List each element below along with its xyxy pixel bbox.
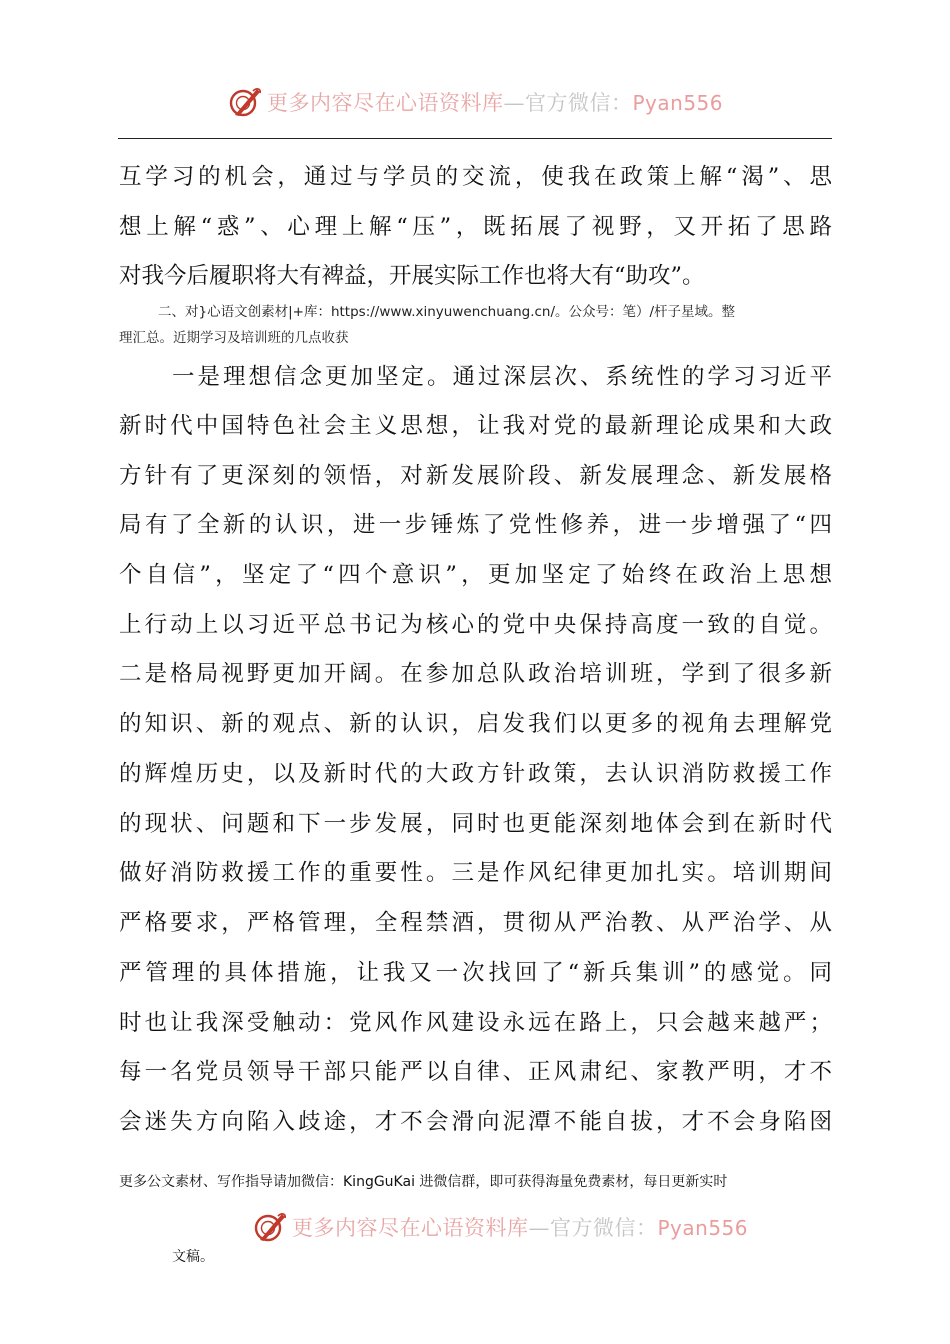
footer-note-end: 文稿。 (172, 1249, 214, 1265)
section-heading-note: 理汇总。近期学习及培训班的几点收获 (119, 330, 349, 346)
body-line: 会迷失方向陷入歧途，才不会滑向泥潭不能自拔，才不会身陷囹 (119, 1109, 832, 1135)
banner-text-b: —官方微信： (528, 1216, 658, 1240)
body-line: 严管理的具体措施，让我又一次找回了“新兵集训”的感觉。同 (119, 960, 832, 986)
body-line: 对我今后履职将大有裨益，开展实际工作也将大有“助攻”。 (119, 263, 705, 289)
body-line: 互学习的机会，通过与学员的交流，使我在政策上解“渴”、思 (119, 164, 832, 190)
body-line: 上行动上以习近平总书记为核心的党中央保持高度一致的自觉。 (119, 612, 832, 638)
body-line: 时也让我深受触动：党风作风建设永远在路上，只会越来越严； (119, 1010, 832, 1036)
body-line: 每一名党员领导干部只能严以自律、正风肃纪、家教严明，才不 (119, 1059, 832, 1085)
body-line: 新时代中国特色社会主义思想，让我对党的最新理论成果和大政 (119, 413, 832, 439)
footer-banner (25, 1207, 950, 1247)
body-line: 局有了全新的认识，进一步锤炼了党性修养，进一步增强了“四 (119, 512, 832, 538)
header-divider (118, 138, 832, 139)
body-line: 严格要求，严格管理，全程禁酒，贯彻从严治教、从严治学、从 (119, 910, 832, 936)
body-line: 做好消防救援工作的重要性。三是作风纪律更加扎实。培训期间 (119, 860, 832, 886)
body-line: 一是理想信念更加坚定。通过深层次、系统性的学习习近平 (172, 364, 832, 390)
section-heading-note: 二、对}心语文创素材|+库：https://www.xinyuwenchuang.cn/。公众号：笔）/杆子星域。整 (158, 304, 736, 320)
banner-text-a: 更多内容尽在心语资料库 (266, 91, 504, 115)
banner-text (267, 87, 723, 117)
body-line: 方针有了更深刻的领悟，对新发展阶段、新发展理念、新发展格 (119, 463, 832, 489)
body-line: 的现状、问题和下一步发展，同时也更能深刻地体会到在新时代 (119, 811, 832, 837)
footer-note: 更多公文素材、写作指导请加微信：KingGuKai 进微信群，即可获得海量免费素材，每日更新实时 (119, 1174, 728, 1190)
body-line: 的知识、新的观点、新的认识，启发我们以更多的视角去理解党 (119, 711, 832, 737)
logo-icon (252, 1210, 286, 1244)
body-line: 的辉煌历史，以及新时代的大政方针政策，去认识消防救援工作 (119, 761, 832, 787)
banner-text (292, 1212, 748, 1242)
banner-text-c: Pyan556 (657, 1216, 748, 1240)
logo-icon (227, 85, 261, 119)
body-line: 想上解“惑”、心理上解“压”，既拓展了视野，又开拓了思路 (119, 214, 832, 240)
banner-text-a: 更多内容尽在心语资料库 (291, 1216, 529, 1240)
body-line: 个自信”，坚定了“四个意识”，更加坚定了始终在政治上思想 (119, 562, 832, 588)
header-banner (0, 82, 950, 122)
banner-text-b: —官方微信： (503, 91, 633, 115)
banner-text-c: Pyan556 (632, 91, 723, 115)
body-line: 二是格局视野更加开阔。在参加总队政治培训班，学到了很多新 (119, 661, 832, 687)
